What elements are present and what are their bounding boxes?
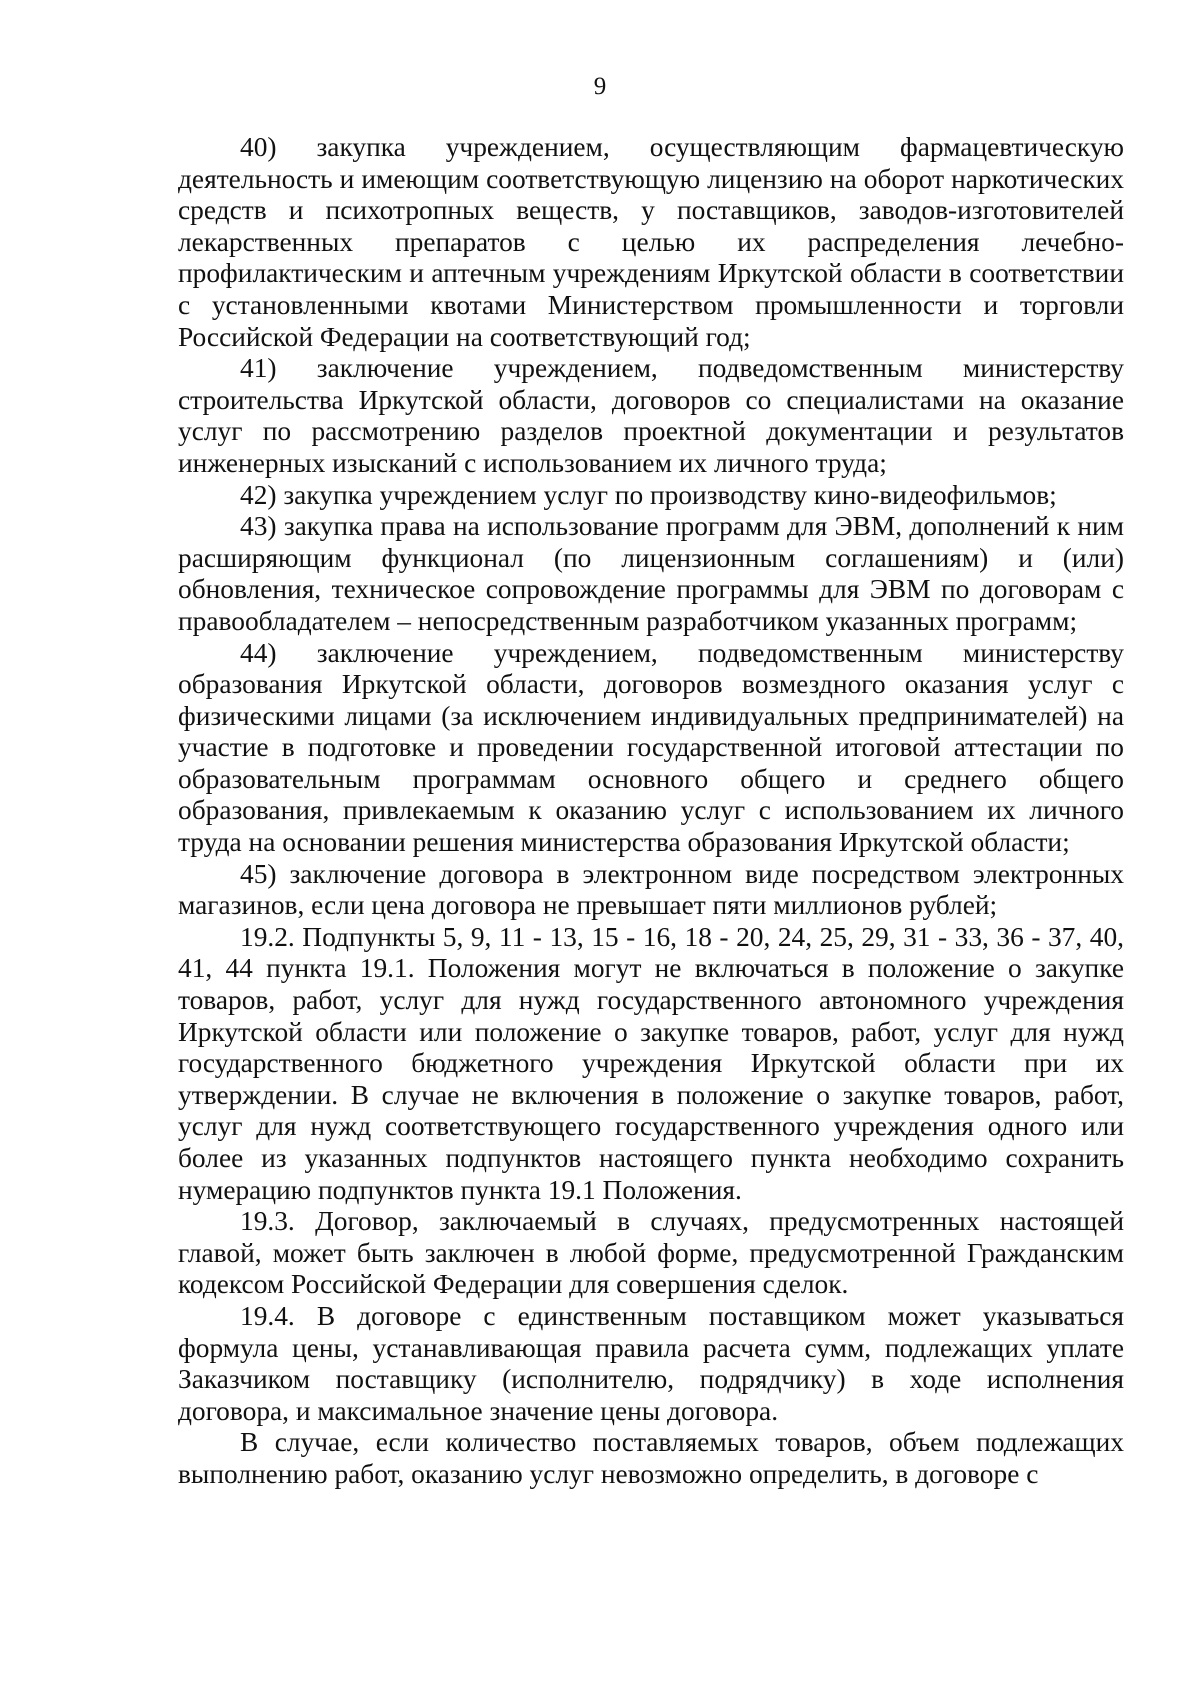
paragraph-clause-19-4: 19.4. В договоре с единственным поставщиком может указываться формула цены, устанавливающая правила расчета сумм, подлежащих уплате Заказчиком поставщику (исполнителю, подрядчику) в ходе исполнения договора, и максимальное значение цены договора.	[178, 1300, 1124, 1426]
paragraph-item-42: 42) закупка учреждением услуг по производству кино-видеофильмов;	[240, 479, 1057, 510]
document-body	[178, 132, 1124, 1491]
paragraph-item-41: 41) заключение учреждением, подведомственным министерству строительства Иркутской области, договоров со специалистами на оказание услуг по рассмотрению разделов проектной документации и результатов инженерных изысканий с использованием их личного труда;	[178, 353, 1124, 478]
paragraph-item-40: 40) закупка учреждением, осуществляющим фармацевтическую деятельность и имеющим соответствующую лицензию на оборот наркотических средств и психотропных веществ, у поставщиков, заводов-изготовителей лекарственных препаратов с целью их распределения лечебно-профилактическим и аптечным учреждениям Иркутской области в соответствии с установленными квотами Министерством промышленности и торговли Российской Федерации на соответствующий год;	[178, 132, 1124, 352]
paragraph-item-43: 43) закупка права на использование программ для ЭВМ, дополнений к ним расширяющим функционал (по лицензионным соглашениям) и (или) обновления, техническое сопровождение программы для ЭВМ по договорам с правообладателем – непосредственным разработчиком указанных программ;	[178, 511, 1124, 636]
paragraph-item-44: 44) заключение учреждением, подведомственным министерству образования Иркутской области, договоров возмездного оказания услуг с физическими лицами (за исключением индивидуальных предпринимателей) на участие в подготовке и проведении государственной итоговой аттестации по образовательным программам основного общего и среднего общего образования, привлекаемым к оказанию услуг с использованием их личного труда на основании решения министерства образования Иркутской области;	[178, 637, 1124, 858]
page-number: 9	[593, 73, 607, 100]
paragraph-clause-19-3: 19.3. Договор, заключаемый в случаях, предусмотренных настоящей главой, может быть заключен в любой форме, предусмотренной Гражданским кодексом Российской Федерации для совершения сделок.	[178, 1206, 1124, 1300]
paragraph-clause-19-2: 19.2. Подпункты 5, 9, 11 - 13, 15 - 16, 18 - 20, 24, 25, 29, 31 - 33, 36 - 37, 40, 41, 44 пункта 19.1. Положения могут не включаться в положение о закупке товаров, работ, услуг для нужд государственного автономного учреждения Иркутской области или положение о закупке товаров, работ, услуг для нужд государственного бюджетного учреждения Иркутской области при их утверждении. В случае не включения в положение о закупке товаров, работ, услуг для нужд соответствующего государственного учреждения одного или более из указанных подпунктов настоящего пункта необходимо сохранить нумерацию подпунктов пункта 19.1 Положения.	[178, 921, 1124, 1205]
paragraph-continuation: В случае, если количество поставляемых товаров, объем подлежащих выполнению работ, оказанию услуг невозможно определить, в договоре с	[178, 1427, 1124, 1489]
paragraph-item-45: 45) заключение договора в электронном виде посредством электронных магазинов, если цена договора не превышает пяти миллионов рублей;	[178, 858, 1124, 921]
